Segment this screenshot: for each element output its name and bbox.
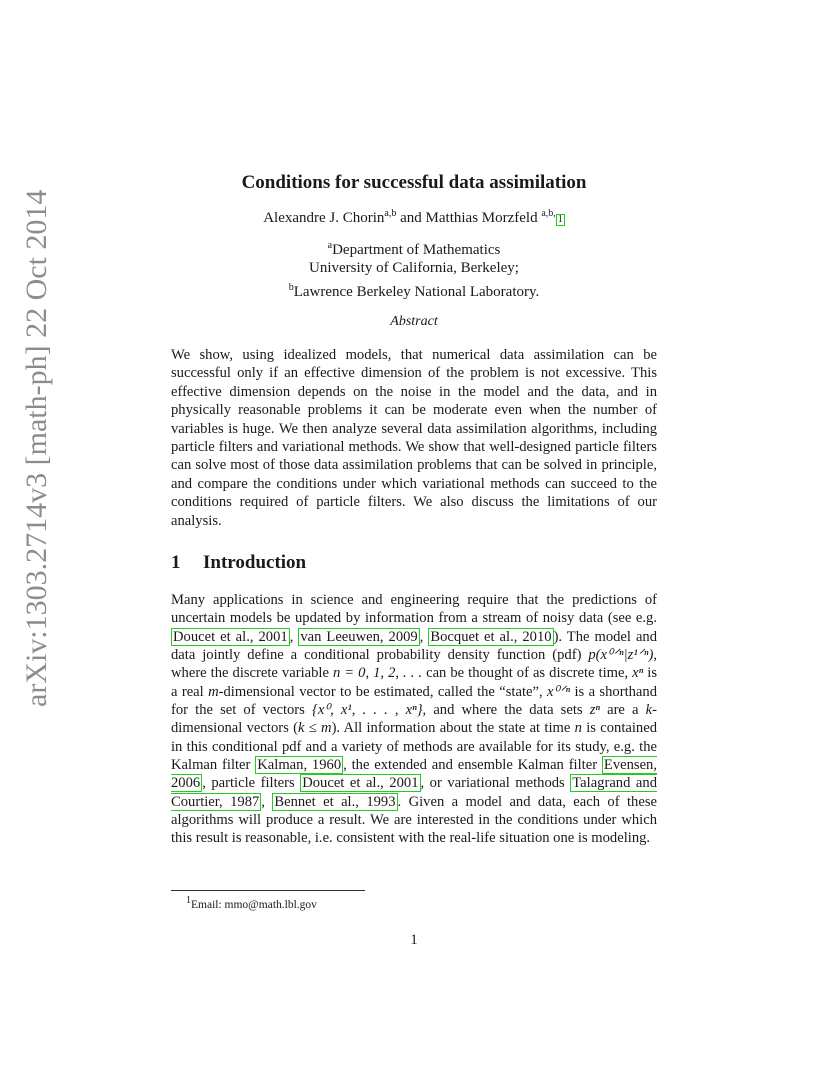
intro-text: ). The model and data jointly define a conditional probability density function (pdf) xyxy=(171,628,658,664)
intro-text: , xyxy=(289,628,299,645)
citation-link[interactable]: Doucet et al., 2001 xyxy=(302,775,419,792)
abstract-text: We show, using idealized models, that numerical data assimilation can be successful only if an effective dimension of the problem is not excessive. This effective dimension depends on the noise in the model and the data, and in physically reasonable problems it can be moderate even when the number of variables is huge. We then analyze several data assimilation algorithms, including particle filters and variational methods. We show that well-designed particle filters can solve most of those data assimilation problems that can be solved in principle, and compare the conditions under which variational methods can succeed to the conditions required of particle filters. We also discuss the limitations of our analysis. xyxy=(171,347,657,529)
citation-link[interactable]: Doucet et al., 2001 xyxy=(173,628,288,645)
math-expression: n = 0, 1, 2, . . . xyxy=(332,665,423,682)
intro-text: , and where the data sets xyxy=(422,702,590,719)
author-2: and Matthias Morzfeld xyxy=(400,210,538,226)
math-expression: xⁿ xyxy=(632,665,644,682)
affiliation-line-2: University of California, Berkeley; xyxy=(309,260,519,276)
math-expression: x⁰ᐟⁿ xyxy=(547,683,571,700)
citation-link[interactable]: Bocquet et al., 2010 xyxy=(430,628,552,645)
page-number: 1 xyxy=(410,932,418,948)
intro-text: , xyxy=(261,793,273,810)
intro-text: , where the discrete variable xyxy=(171,647,657,682)
intro-text: , the extended and ensemble Kalman filter xyxy=(343,757,602,774)
affiliation-line-3 xyxy=(0,282,828,301)
footnote-link[interactable]: 1 xyxy=(557,214,563,225)
footnote xyxy=(186,895,317,911)
author-2-affil: a,b, xyxy=(541,208,556,219)
intro-text: is a real xyxy=(171,665,657,700)
author-1: Alexandre J. Chorin xyxy=(263,210,385,226)
intro-text: is contained in this conditional pdf and a variety of methods are available for its study, e.g. the Kalman filter xyxy=(171,720,658,774)
author-line xyxy=(0,208,828,227)
citation-link[interactable]: Kalman, 1960 xyxy=(257,757,342,774)
paper-title: Conditions for successful data assimilation xyxy=(241,172,587,193)
intro-text: -dimensional vector to be estimated, called the “state”, xyxy=(218,683,547,700)
math-expression: p(x⁰ᐟⁿ|z¹ᐟⁿ) xyxy=(588,647,654,664)
affil-lab: Lawrence Berkeley National Laboratory. xyxy=(293,284,540,300)
abstract-heading: Abstract xyxy=(390,314,438,329)
math-expression: zⁿ xyxy=(589,702,600,719)
affil-a-mark: a xyxy=(327,240,333,251)
arxiv-sidebar-stamp: arXiv:1303.2714v3 [math-ph] 22 Oct 2014 xyxy=(20,189,53,707)
intro-text: , particle filters xyxy=(202,775,301,792)
section-heading xyxy=(171,552,306,574)
intro-text: Many applications in science and engineering require that the predictions of uncertain models be updated by information from a stream of noisy data (see e.g. xyxy=(171,592,657,627)
math-expression: m xyxy=(208,683,219,700)
citation-link[interactable]: Talagrand and Courtier, 1987 xyxy=(171,775,657,810)
math-expression: k ≤ m xyxy=(297,720,332,737)
citation-link[interactable]: van Leeuwen, 2009 xyxy=(300,628,418,645)
intro-text: , xyxy=(419,628,429,645)
citation-link[interactable]: Evensen, 2006 xyxy=(171,757,657,792)
math-expression: {x⁰, x¹, . . . , xⁿ} xyxy=(311,702,423,719)
intro-text: is a shorthand for the set of vectors xyxy=(171,683,657,719)
affil-dept: Department of Mathematics xyxy=(332,242,501,258)
footnote-mark: 1 xyxy=(186,895,191,906)
affiliation-line-1 xyxy=(0,240,828,259)
author-1-affil: a,b xyxy=(384,208,397,219)
citation-link[interactable]: Bennet et al., 1993 xyxy=(274,793,396,810)
intro-text: ). All information about the state at time xyxy=(331,720,575,737)
intro-text: -dimensional vectors ( xyxy=(171,702,657,737)
math-expression: n xyxy=(574,720,582,737)
intro-text: can be thought of as discrete time, xyxy=(422,665,633,682)
math-expression: k xyxy=(645,702,653,719)
intro-text: . Given a model and data, each of these algorithms will produce a result. We are interested in the conditions under which this result is reasonable, i.e. consistent with the real-life situation one is modeling. xyxy=(171,793,657,847)
footnote-divider xyxy=(171,890,365,891)
section-title: Introduction xyxy=(203,552,307,573)
affil-b-mark: b xyxy=(288,282,294,293)
intro-text: , or variational methods xyxy=(420,775,571,792)
introduction-paragraph xyxy=(171,591,657,848)
section-number: 1 xyxy=(171,552,181,573)
footnote-text: Email: mmo@math.lbl.gov xyxy=(191,898,317,911)
intro-text: are a xyxy=(599,702,646,719)
